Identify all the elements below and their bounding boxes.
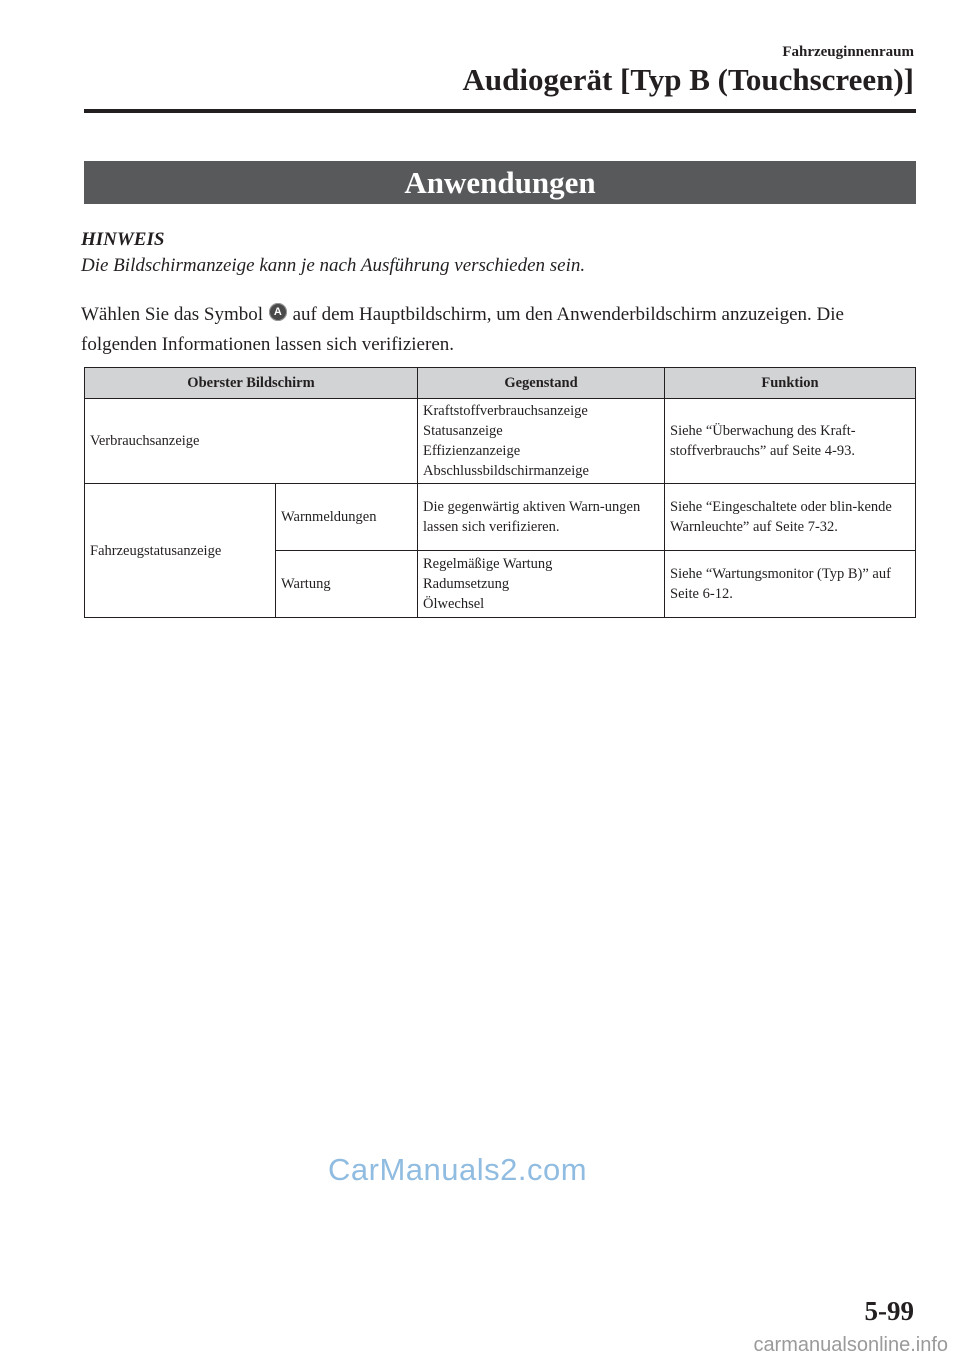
- cell-subitem: Wartung: [276, 551, 418, 618]
- section-banner: Anwendungen: [84, 161, 916, 204]
- applications-table: [84, 367, 916, 618]
- list-item: Regelmäßige Wartung: [423, 556, 553, 572]
- list-item: Statusanzeige: [423, 423, 503, 439]
- page-number: 5-99: [864, 1296, 914, 1326]
- list-item: Kraftstoffverbrauchsanzeige: [423, 403, 588, 419]
- cell-screen: Verbrauchsanzeige: [85, 399, 418, 484]
- cell-function: Siehe “Eingeschaltete oder blin-kende Warnleuchte” auf Seite 7-32.: [665, 484, 916, 551]
- header-divider: [84, 109, 916, 113]
- intro-paragraph: [81, 300, 916, 360]
- applications-icon: A: [269, 303, 287, 321]
- footer-site-link[interactable]: carmanualsonline.info: [753, 1334, 948, 1356]
- column-header-function: Funktion: [665, 368, 916, 399]
- column-header-screen: Oberster Bildschirm: [85, 368, 418, 399]
- cell-description: Die gegenwärtig aktiven Warn-ungen lassen sich verifizieren.: [418, 484, 665, 551]
- intro-text-after: auf dem Hauptbildschirm, um den Anwenderbildschirm anzuzeigen. Die folgenden Informationen lassen sich verifizieren.: [81, 304, 844, 355]
- note-text: Die Bildschirmanzeige kann je nach Ausführung verschieden sein.: [81, 255, 586, 276]
- table-row: [85, 484, 916, 551]
- table-row: [85, 399, 916, 484]
- column-header-item: Gegenstand: [418, 368, 665, 399]
- list-item: Radumsetzung: [423, 576, 510, 592]
- list-item: Effizienzanzeige: [423, 443, 521, 459]
- cell-items: [418, 399, 665, 484]
- cell-function: Siehe “Überwachung des Kraft-stoffverbrauchs” auf Seite 4-93.: [665, 399, 916, 484]
- list-item: Ölwechsel: [423, 596, 485, 612]
- table-header-row: [85, 368, 916, 399]
- cell-function: Siehe “Wartungsmonitor (Typ B)” auf Seite 6-12.: [665, 551, 916, 618]
- note-heading: HINWEIS: [81, 229, 165, 250]
- running-header-title: Audiogerät [Typ B (Touchscreen)]: [462, 62, 914, 97]
- cell-description: [418, 551, 665, 618]
- list-item: Abschlussbildschirmanzeige: [423, 463, 589, 479]
- cell-subitem: Warnmeldungen: [276, 484, 418, 551]
- cell-screen: Fahrzeugstatusanzeige: [85, 484, 276, 618]
- intro-text-before: Wählen Sie das Symbol: [81, 304, 264, 325]
- watermark-logo: CarManuals2.com: [328, 1152, 588, 1187]
- running-header-section: Fahrzeuginnenraum: [782, 44, 914, 60]
